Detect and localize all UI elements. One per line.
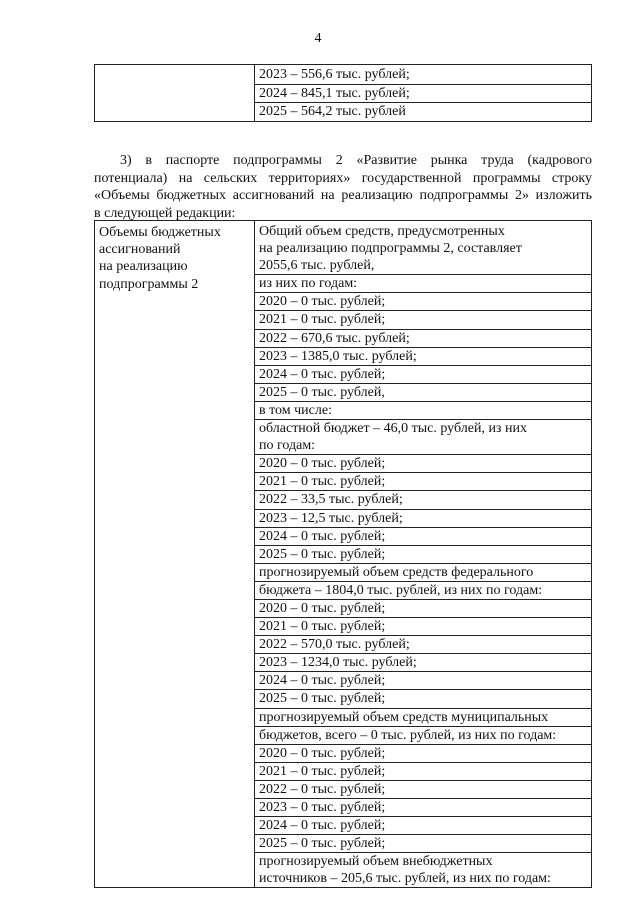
table-line: 2025 – 564,2 тыс. рублей xyxy=(259,104,406,119)
content-line: 2021 – 0 тыс. рублей; xyxy=(255,473,591,491)
content-line: в том числе: xyxy=(255,402,591,420)
content-line: 2022 – 670,6 тыс. рублей; xyxy=(255,330,591,348)
table-cell-label xyxy=(95,65,255,122)
content-line: из них по годам: xyxy=(255,275,591,293)
label-line: подпрограммы 2 xyxy=(99,276,199,292)
content-line: прогнозируемый объем средств федерального xyxy=(255,564,591,582)
content-line: источников – 205,6 тыс. рублей, из них по годам: xyxy=(259,871,551,887)
table-row xyxy=(95,221,592,888)
content-line: областной бюджет – 46,0 тыс. рублей, из них xyxy=(259,421,527,437)
paragraph-line: «Объемы бюджетных ассигнований на реализацию подпрограммы 2» изложить xyxy=(94,188,592,203)
content-line: 2022 – 570,0 тыс. рублей; xyxy=(255,636,591,654)
table-cell-values xyxy=(255,65,592,122)
content-line: прогнозируемый объем средств муниципальных xyxy=(255,709,591,727)
content-line: 2023 – 1234,0 тыс. рублей; xyxy=(255,654,591,672)
content-line: 2020 – 0 тыс. рублей; xyxy=(255,293,591,311)
label-line: Объемы бюджетных xyxy=(99,225,221,240)
content-line: 2025 – 0 тыс. рублей; xyxy=(255,546,591,564)
page-number: 4 xyxy=(314,31,322,46)
label-line: ассигнований xyxy=(99,242,181,258)
table-line: 2024 – 845,1 тыс. рублей; xyxy=(255,85,591,104)
funding-continuation-table xyxy=(94,64,592,122)
content-line: 2021 – 0 тыс. рублей; xyxy=(255,763,591,781)
content-line: 2022 – 33,5 тыс. рублей; xyxy=(255,491,591,509)
content-line: 2022 – 0 тыс. рублей; xyxy=(255,781,591,799)
paragraph-line: потенциала) на сельских территориях» государственной программы строку xyxy=(94,170,592,186)
content-line: 2025 – 0 тыс. рублей; xyxy=(255,835,591,853)
content-line: 2023 – 0 тыс. рублей; xyxy=(255,799,591,817)
content-line: 2025 – 0 тыс. рублей, xyxy=(255,384,591,402)
content-line: 2020 – 0 тыс. рублей; xyxy=(255,455,591,473)
content-line: 2024 – 0 тыс. рублей; xyxy=(255,672,591,690)
content-line: на реализацию подпрограммы 2, составляет xyxy=(259,241,522,257)
content-line: прогнозируемый объем внебюджетных xyxy=(259,854,493,870)
paragraph-line: 3) в паспорте подпрограммы 2 «Развитие рынка труда (кадрового xyxy=(120,153,592,168)
content-line: Общий объем средств, предусмотренных xyxy=(259,224,505,239)
content-line: 2020 – 0 тыс. рублей; xyxy=(255,745,591,763)
content-line: 2020 – 0 тыс. рублей; xyxy=(255,600,591,618)
table-line: 2023 – 556,6 тыс. рублей; xyxy=(255,66,591,85)
content-line: 2023 – 1385,0 тыс. рублей; xyxy=(255,348,591,366)
amendment-paragraph xyxy=(94,152,592,222)
content-line: 2024 – 0 тыс. рублей; xyxy=(255,817,591,835)
content-line: 2025 – 0 тыс. рублей; xyxy=(255,690,591,708)
content-line: 2024 – 0 тыс. рублей; xyxy=(255,366,591,384)
table-row xyxy=(95,65,592,122)
content-line: по годам: xyxy=(255,437,591,455)
budget-allocations-table xyxy=(94,220,592,888)
table-cell-label xyxy=(95,221,255,888)
content-line: бюджета – 1804,0 тыс. рублей, из них по годам: xyxy=(255,582,591,600)
content-line: 2021 – 0 тыс. рублей; xyxy=(255,618,591,636)
paragraph-line: в следующей редакции: xyxy=(94,205,236,221)
content-line: 2055,6 тыс. рублей, xyxy=(255,257,591,275)
content-line: бюджетов, всего – 0 тыс. рублей, из них по годам: xyxy=(255,727,591,745)
label-line: на реализацию xyxy=(99,259,188,275)
table-cell-content xyxy=(255,221,592,888)
content-line: 2021 – 0 тыс. рублей; xyxy=(255,311,591,329)
content-line: 2023 – 12,5 тыс. рублей; xyxy=(255,510,591,528)
content-line: 2024 – 0 тыс. рублей; xyxy=(255,528,591,546)
